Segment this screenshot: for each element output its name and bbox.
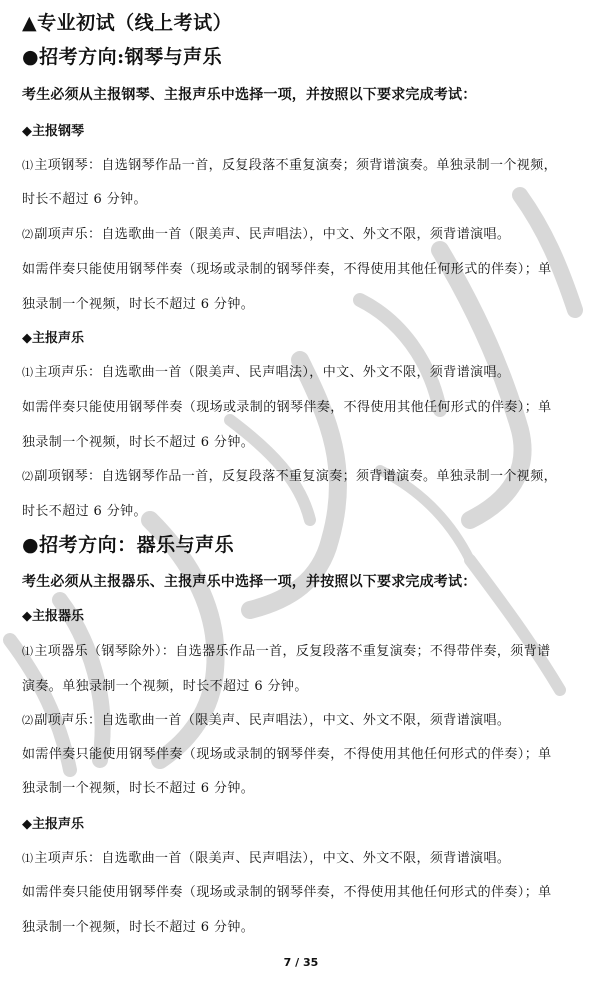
group-label-major-vocal: ◆主报声乐 <box>22 817 84 832</box>
item-number: ⑵ <box>22 714 34 727</box>
item-line-continued: 时长不超过 6 分钟。 <box>22 192 147 207</box>
item-text: 主项器乐（钢琴除外）：自选器乐作品一首，反复段落不重复演奏；不得带伴奏，须背谱 <box>34 644 551 659</box>
page-number: 7 / 35 <box>283 956 319 969</box>
item-line <box>22 465 557 484</box>
note-line: 如需伴奏只能使用钢琴伴奏（现场或录制的钢琴伴奏，不得使用其他任何形式的伴奏）；单 <box>22 262 552 277</box>
item-number: ⑵ <box>22 228 34 241</box>
item-line <box>22 709 510 728</box>
item-line <box>22 847 510 866</box>
item-line <box>22 361 510 380</box>
note-line: 如需伴奏只能使用钢琴伴奏（现场或录制的钢琴伴奏，不得使用其他任何形式的伴奏）；单 <box>22 747 552 762</box>
item-text: 副项钢琴：自选钢琴作品一首，反复段落不重复演奏；须背谱演奏。单独录制一个视频， <box>34 469 558 484</box>
item-text: 主项声乐：自选歌曲一首（限美声、民声唱法），中文、外文不限，须背谱演唱。 <box>34 365 511 380</box>
item-number: ⑴ <box>22 366 34 379</box>
item-text: 主项钢琴：自选钢琴作品一首，反复段落不重复演奏；须背谱演奏。单独录制一个视频， <box>34 158 558 173</box>
page-title: ▲专业初试（线上考试） <box>22 12 233 34</box>
note-line-continued: 独录制一个视频，时长不超过 6 分钟。 <box>22 920 255 935</box>
note-line-continued: 独录制一个视频，时长不超过 6 分钟。 <box>22 297 255 312</box>
note-line-continued: 独录制一个视频，时长不超过 6 分钟。 <box>22 435 255 450</box>
item-line-continued: 演奏。单独录制一个视频，时长不超过 6 分钟。 <box>22 679 308 694</box>
item-line <box>22 154 557 173</box>
item-number: ⑴ <box>22 159 34 172</box>
item-line <box>22 223 510 242</box>
note-line-continued: 独录制一个视频，时长不超过 6 分钟。 <box>22 781 255 796</box>
item-text: 副项声乐：自选歌曲一首（限美声、民声唱法），中文、外文不限，须背谱演唱。 <box>34 713 511 728</box>
note-line: 如需伴奏只能使用钢琴伴奏（现场或录制的钢琴伴奏，不得使用其他任何形式的伴奏）；单 <box>22 400 552 415</box>
note-line: 如需伴奏只能使用钢琴伴奏（现场或录制的钢琴伴奏，不得使用其他任何形式的伴奏）；单 <box>22 885 552 900</box>
item-number: ⑴ <box>22 645 34 658</box>
item-number: ⑴ <box>22 852 34 865</box>
section-requirement: 考生必须从主报钢琴、主报声乐中选择一项，并按照以下要求完成考试： <box>22 87 477 103</box>
section-heading-instrument-vocal: ●招考方向：器乐与声乐 <box>22 534 235 556</box>
group-label-major-vocal: ◆主报声乐 <box>22 331 84 346</box>
item-text: 主项声乐：自选歌曲一首（限美声、民声唱法），中文、外文不限，须背谱演唱。 <box>34 851 511 866</box>
item-line <box>22 640 551 659</box>
item-text: 副项声乐：自选歌曲一首（限美声、民声唱法），中文、外文不限，须背谱演唱。 <box>34 227 511 242</box>
item-line-continued: 时长不超过 6 分钟。 <box>22 504 147 519</box>
group-label-major-piano: ◆主报钢琴 <box>22 124 84 139</box>
item-number: ⑵ <box>22 470 34 483</box>
section-requirement: 考生必须从主报器乐、主报声乐中选择一项，并按照以下要求完成考试： <box>22 574 477 590</box>
group-label-major-instrument: ◆主报器乐 <box>22 609 84 624</box>
section-heading-piano-vocal: ●招考方向:钢琴与声乐 <box>22 46 223 68</box>
